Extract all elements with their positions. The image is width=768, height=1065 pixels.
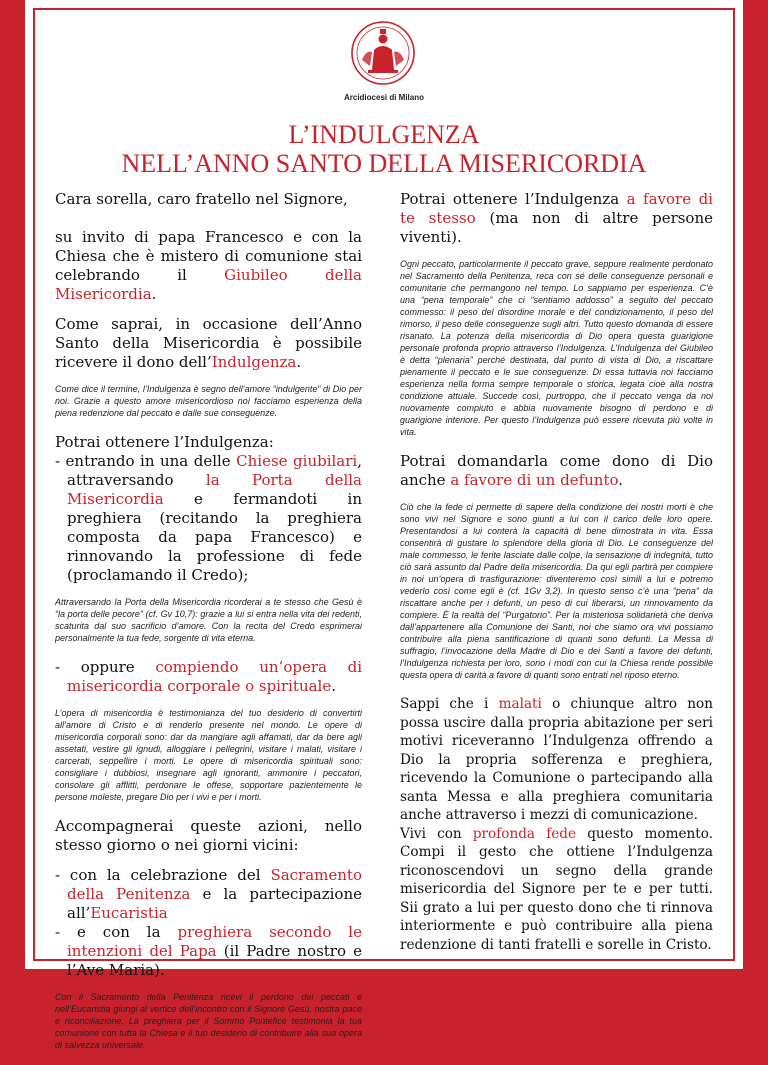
list-item-jubilee-churches: - entrando in una delle Chiese giubilari, attraversando la Porta della Misericordia e fermandoti in preghiera (recitando la preghiera composta da papa Francesco) e rinnovando la professione di fede (proclamando il Credo); — [55, 452, 362, 584]
list-item-works-of-mercy: - oppure compiendo un’opera di misericordia corporale o spirituale. — [55, 658, 362, 695]
title-line-1: L’INDULGENZA — [288, 120, 480, 149]
intro-paragraph: su invito di papa Francesco e con la Chiesa che è mistero di comunione stai celebrando il Giubileo della Misericordia. — [55, 228, 362, 303]
note-temporal-punishment: Ogni peccato, particolarmente il peccato grave, seppure realmente perdonato nel Sacramento della Penitenza, reca con sé delle conseguenze personali e comunitarie che permangono nel tempo. Lo sappiamo per esperienza. C’è una “pena temporale” che ci “sentiamo addosso” a seguito del peccato commesso: il peso del disordine morale e del condizionamento, il peso del rimorso, il peso delle conseguenze sugli altri. Tutto questo domanda di essere risanato. La potenza della misericordia di Dio opera questa guarigione personale profonda proprio attraverso l’Indulgenza. L’Indulgenza del Giubileo è detta “plenaria” perché destinata, dal punto di vista di Dio, a riscattare pienamente il peccato e le sue conseguenze. Di essa tuttavia noi facciamo esperienza nella forma sempre temporale o storica, legata cioè alla nostra condizione attuale. Succede così, purtroppo, che il peccato venga da noi nuovamente compiuto e abbia nuovamente bisogno di perdono e di guarigione interiore. Per questo l’Indulgenza può essere ricevuta più volte in vita. — [400, 259, 713, 437]
how-to-obtain-heading: Potrai ottenere l’Indulgenza: — [55, 433, 274, 451]
note-sacraments: Con il Sacramento della Penitenza ricevi il perdono dei peccati e nell’Eucaristia giungi al vertice dell’incontro con il Signore Gesù, nostra pace e riconciliazione. La preghiera per il Sommo Pontefice testimonia la tua comunione con tutta la Chiesa e il tuo desiderio di contribuire alla sua opera di salvezza universale. — [55, 992, 362, 1050]
left-column — [55, 190, 362, 1065]
indulgence-paragraph: Come saprai, in occasione dell’Anno Santo della Misericordia è possibile ricevere il dono dell’Indulgenza. — [55, 315, 362, 371]
greeting: Cara sorella, caro fratello nel Signore, — [55, 190, 348, 208]
archdiocese-seal-icon — [350, 20, 416, 86]
note-deceased: Ciò che la fede ci permette di sapere della condizione dei nostri morti è che sono vivi nel Signore e sono giunti a lui con il carico delle loro opere. Presentandosi a lui conterà la capacità di bene dimostrata in vita. Essa consentirà di gustare lo splendore della gloria di Dio. Le conseguenze del male commesso, le ferite lasciate dalle colpe, la sensazione di indegnità, tutto ciò sarà assunto dal Padre della misericordia. Da qui egli partirà per compiere in noi un’opera di trasfigurazione: diventeremo così simili a lui e potremo vederlo così come egli è (cf. 1Gv 3,2). In questo senso c’è una “pena” da riscattare anche per i defunti, un peso di cui liberarsi, un rinnovamento da compiere. È la realtà del “Purgatorio”. Per la misteriosa solidarietà che deriva dall’appartenere alla Comunione dei Santi, noi che siamo ora vivi possiamo contribuire alla piena santificazione di quanti sono defunti. La Messa di suffragio, l’invocazione della Madre di Dio e dei Santi a favore dei defunti, l’Indulgenza richiesta per loro, sono i modi con cui la Chiesa rende possibile questa opera di carità a favore di quanti sono entrati nel riposo eterno. — [400, 502, 713, 680]
for-yourself-heading: Potrai ottenere l’Indulgenza a favore di te stesso (ma non di altre persone viventi). — [400, 190, 714, 246]
note-works-of-mercy: L’opera di misericordia è testimonianza del tuo desiderio di convertirti all’amore di Cristo e di renderlo presente nel mondo. Le opere di misericordia corporali sono: dar da mangiare agli affamati, dar da bere agli assetati, vestire gli ignudi, alloggiare i pellegrini, visitare i malati, visitare i carcerati, seppellire i morti. Le opere di misericordia spirituali sono: consigliare i dubbiosi, insegnare agli ignoranti, ammonire i peccatori, consolare gli afflitti, perdonare le offese, sopportare pazientemente le persone moleste, pregare Dio per i vivi e per i morti. — [55, 708, 362, 802]
for-deceased-heading: Potrai domandarla come dono di Dio anche a favore di un defunto. — [400, 452, 713, 489]
organization-name: Arcidiocesi di Milano — [343, 93, 424, 102]
closing-paragraph: Vivi con profonda fede questo momento. Compi il gesto che ottiene l’Indulgenza riconoscendovi un segno della grande misericordia del Signore per te e per tutti. Sii grato a lui per questo dono che ti rinnova interiormente e può contribuire alla piena redenzione di tanti fratelli e sorelle in Cristo. — [400, 825, 713, 953]
title-line-2: NELL’ANNO SANTO DELLA MISERICORDIA — [121, 149, 647, 178]
page-title — [25, 120, 743, 178]
note-indulgence-meaning: Come dice il termine, l’Indulgenza è segno dell’amore “indulgente” di Dio per noi. Grazie a questo amore misericordioso noi facciamo esperienza della piena redenzione dal peccato e dalle sue conseguenze. — [55, 384, 362, 418]
poster-sheet — [25, 0, 743, 1050]
right-column — [400, 190, 713, 965]
list-item-penance: - con la celebrazione del Sacramento della Penitenza e la partecipazione all’Eucaristia — [55, 866, 362, 922]
sick-paragraph: Sappi che i malati o chiunque altro non possa uscire dalla propria abitazione per seri motivi riceveranno l’Indulgenza offrendo a Dio la propria sofferenza e preghiera, ricevendo la Comunione o partecipando alla santa Messa e alla preghiera comunitaria anche attraverso i mezzi di comunicazione. — [400, 696, 713, 823]
accompany-paragraph: Accompagnerai queste azioni, nello stesso giorno o nei giorni vicini: — [55, 817, 362, 854]
note-holy-door: Attraversando la Porta della Misericordia ricorderai a te stesso che Gesù è “la porta delle pecore” (cf. Gv 10,7): grazie a lui si entra nella vita dei redenti, scaturita dal suo sacrificio d’amore. Con la recita del Credo esprimerai personalmente la tua fede, sorgente di vita eterna. — [55, 597, 362, 643]
list-item-prayer: - e con la preghiera secondo le intenzioni del Papa (il Padre nostro e l’Ave Maria). — [55, 923, 362, 979]
